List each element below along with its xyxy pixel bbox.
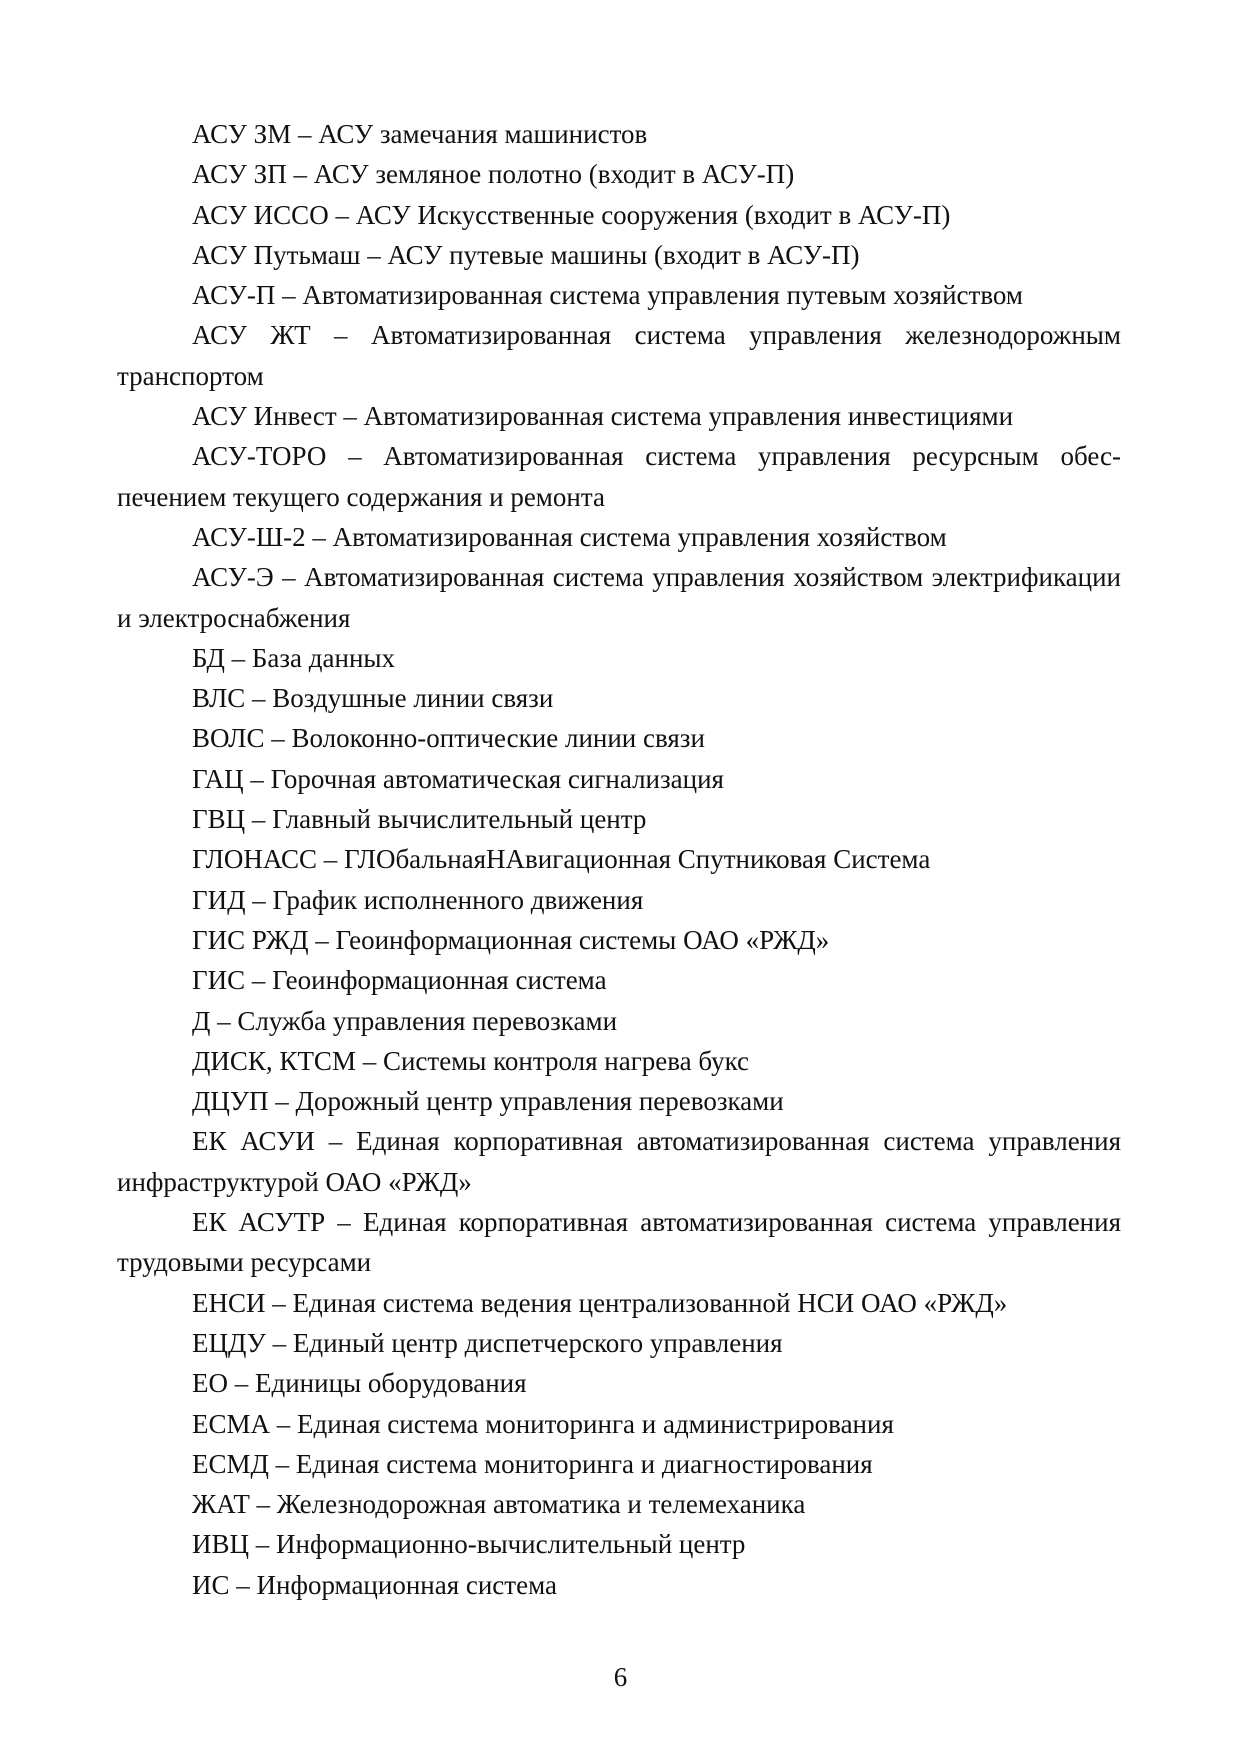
- abbreviation-entry: ЕО – Единицы оборудования: [192, 1368, 527, 1399]
- abbreviation-list: [117, 114, 1121, 1605]
- abbreviation-entry: ЕК АСУТР – Единая корпоративная автоматизированная система управления трудовыми ресурсами: [117, 1207, 1121, 1278]
- abbreviation-entry: ИВЦ – Информационно-вычислительный центр: [192, 1529, 746, 1560]
- abbreviation-entry: АСУ ЗМ – АСУ замечания машинистов: [192, 119, 648, 149]
- abbreviation-entry: АСУ Путьмаш – АСУ путевые машины (входит в АСУ-П): [192, 239, 860, 270]
- abbreviation-entry: АСУ-Ш-2 – Автоматизированная система управления хозяйством: [192, 521, 947, 552]
- abbreviation-entry: ЕК АСУИ – Единая корпоративная автоматизированная система управления инфраструктурой ОАО «РЖД»: [117, 1126, 1121, 1197]
- abbreviation-entry: ГВЦ – Главный вычислительный центр: [192, 804, 647, 835]
- page-number: 6: [613, 1662, 628, 1692]
- abbreviation-entry: АСУ-ТОРО – Автоматизированная система управления ресурсным обеспечением текущего содержания и ремонта: [117, 441, 1121, 512]
- abbreviation-entry: БД – База данных: [192, 642, 396, 673]
- abbreviation-entry: ЖАТ – Железнодорожная автоматика и телемеханика: [192, 1489, 806, 1520]
- abbreviation-entry: ГИС – Геоинформационная система: [192, 965, 607, 996]
- abbreviation-entry: ДИСК, КТСМ – Системы контроля нагрева букс: [192, 1045, 750, 1076]
- abbreviation-entry: ЕЦДУ – Единый центр диспетчерского управления: [192, 1327, 783, 1358]
- abbreviation-entry: ЕНСИ – Единая система ведения централизованной НСИ ОАО «РЖД»: [192, 1287, 1008, 1318]
- abbreviation-entry: ДЦУП – Дорожный центр управления перевозками: [192, 1086, 784, 1117]
- abbreviation-entry: ВЛС – Воздушные линии связи: [192, 683, 554, 714]
- abbreviation-entry: Д – Служба управления перевозками: [192, 1005, 618, 1036]
- abbreviation-entry: ВОЛС – Волоконно-оптические линии связи: [192, 723, 705, 754]
- abbreviation-entry: ЕСМА – Единая система мониторинга и администрирования: [192, 1408, 894, 1439]
- abbreviation-entry: АСУ ЗП – АСУ земляное полотно (входит в АСУ-П): [192, 159, 795, 190]
- abbreviation-entry: АСУ ИССО – АСУ Искусственные сооружения (входит в АСУ-П): [192, 199, 951, 230]
- abbreviation-entry: АСУ ЖТ – Автоматизированная система управления железнодорожным транспортом: [117, 320, 1121, 391]
- abbreviation-entry: ГИД – График исполненного движения: [192, 884, 644, 915]
- abbreviation-entry: ГЛОНАСС – ГЛОбальнаяНАвигационная Спутниковая Система: [192, 844, 931, 875]
- abbreviation-entry: АСУ-Э – Автоматизированная система управления хозяйством электрификации и электроснабжения: [117, 562, 1121, 633]
- abbreviation-entry: ГАЦ – Горочная автоматическая сигнализация: [192, 763, 724, 794]
- abbreviation-entry: ИС – Информационная система: [192, 1569, 557, 1600]
- abbreviation-entry: АСУ Инвест – Автоматизированная система управления инвестициями: [192, 401, 1014, 432]
- abbreviation-entry: ЕСМД – Единая система мониторинга и диагностирования: [192, 1448, 873, 1479]
- abbreviation-entry: АСУ-П – Автоматизированная система управления путевым хозяйством: [192, 280, 1023, 311]
- abbreviation-entry: ГИС РЖД – Геоинформационная системы ОАО «РЖД»: [192, 924, 830, 955]
